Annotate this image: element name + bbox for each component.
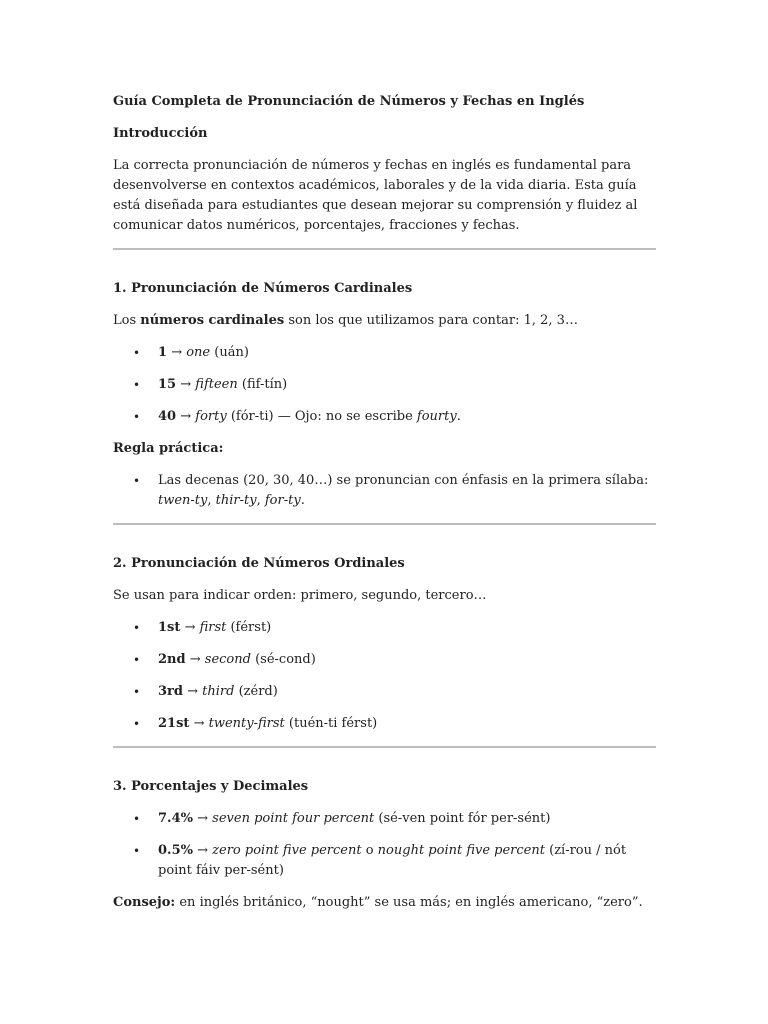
item-pronunciation: (zérd) xyxy=(234,684,278,699)
intro-paragraph: La correcta pronunciación de números y fechas en inglés es fundamental para desenvolverse en contextos académicos, laborales y de la vida diaria. Esta guía está diseñada para estudiantes que desean mejorar su comprensión y fluidez al comunicar datos numéricos, porcentajes, fracciones y fechas. xyxy=(113,158,638,233)
document-title: Guía Completa de Pronunciación de Números y Fechas en Inglés xyxy=(113,94,585,109)
bullet-icon: • xyxy=(133,346,141,360)
bullet-icon: • xyxy=(133,378,141,392)
item-pronunciation: (sé-cond) xyxy=(250,652,316,667)
item-pronunciation: (uán) xyxy=(210,345,249,360)
item-pronunciation: (sé-ven point fór per-sént) xyxy=(374,811,551,826)
tip-text: en inglés británico, “nought” se usa más; en inglés americano, “zero”. xyxy=(175,895,643,910)
item-number: 7.4% xyxy=(158,811,193,826)
item-word: fifteen xyxy=(195,377,238,392)
arrow-icon: → xyxy=(180,377,192,392)
rule-example: thir-ty xyxy=(215,493,257,508)
ordinals-list xyxy=(113,618,656,734)
bullet-icon: • xyxy=(133,717,141,731)
arrow-icon: → xyxy=(171,345,183,360)
bullet-icon: • xyxy=(133,844,141,858)
lead-bold-term: números cardinales xyxy=(140,313,285,328)
cardinals-list xyxy=(113,343,656,427)
item-number: 2nd xyxy=(158,652,186,667)
item-word: forty xyxy=(195,409,227,424)
item-word: first xyxy=(199,620,227,635)
item-number: 15 xyxy=(158,377,177,392)
bullet-icon: • xyxy=(133,653,141,667)
item-number: 0.5% xyxy=(158,843,193,858)
intro-heading: Introducción xyxy=(113,126,208,141)
rule-example: twen-ty xyxy=(158,493,208,508)
rule-heading: Regla práctica: xyxy=(113,441,224,456)
item-number: 3rd xyxy=(158,684,183,699)
item-word: second xyxy=(204,652,251,667)
separator: , xyxy=(207,493,216,508)
item-pronunciation: (tuén-ti férst) xyxy=(284,716,378,731)
tip-paragraph xyxy=(113,893,656,913)
arrow-icon: → xyxy=(197,811,209,826)
percentages-list xyxy=(113,809,656,881)
list-item xyxy=(113,682,656,702)
list-item xyxy=(113,407,656,427)
item-word: third xyxy=(202,684,235,699)
item-number: 1 xyxy=(158,345,168,360)
bullet-icon: • xyxy=(133,621,141,635)
rule-tail: . xyxy=(300,493,305,508)
lead-text: Los xyxy=(113,313,141,328)
horizontal-rule xyxy=(113,248,656,250)
bullet-icon: • xyxy=(133,685,141,699)
arrow-icon: → xyxy=(189,652,201,667)
arrow-icon: → xyxy=(184,620,196,635)
bullet-icon: • xyxy=(133,474,141,488)
item-word: one xyxy=(186,345,211,360)
lead-text: son los que utilizamos para contar: 1, 2, 3… xyxy=(284,313,578,328)
list-item xyxy=(113,650,656,670)
document-content xyxy=(113,92,656,913)
rule-text: Las decenas (20, 30, 40…) se pronuncian con énfasis en la primera sílaba: xyxy=(158,473,649,488)
item-pronunciation: (fif-tín) xyxy=(237,377,288,392)
item-word-alt: nought point five percent xyxy=(377,843,545,858)
list-item xyxy=(113,841,656,881)
item-misspelling: fourty xyxy=(416,409,457,424)
item-pronunciation: (fór-ti) — Ojo: no se escribe xyxy=(226,409,417,424)
section-ordinals-lead: Se usan para indicar orden: primero, segundo, tercero… xyxy=(113,588,487,603)
item-pronunciation: (zí-rou / nót point fáiv per-sént) xyxy=(158,843,627,878)
item-number: 1st xyxy=(158,620,181,635)
item-conjunction: o xyxy=(361,843,378,858)
list-item xyxy=(113,714,656,734)
rule-list xyxy=(113,471,656,511)
horizontal-rule xyxy=(113,746,656,748)
bullet-icon: • xyxy=(133,410,141,424)
section-percentages-title: 3. Porcentajes y Decimales xyxy=(113,779,309,794)
list-item xyxy=(113,809,656,829)
item-number: 40 xyxy=(158,409,177,424)
arrow-icon: → xyxy=(187,684,199,699)
list-item xyxy=(113,343,656,363)
item-tail: . xyxy=(456,409,461,424)
arrow-icon: → xyxy=(180,409,192,424)
section-cardinals-title: 1. Pronunciación de Números Cardinales xyxy=(113,281,413,296)
arrow-icon: → xyxy=(197,843,209,858)
list-item xyxy=(113,471,656,511)
item-pronunciation: (férst) xyxy=(226,620,272,635)
item-word: seven point four percent xyxy=(212,811,375,826)
list-item xyxy=(113,618,656,638)
item-word: twenty-first xyxy=(208,716,285,731)
section-ordinals-title: 2. Pronunciación de Números Ordinales xyxy=(113,556,405,571)
section-cardinals-lead xyxy=(113,311,656,331)
separator: , xyxy=(256,493,265,508)
tip-label: Consejo: xyxy=(113,895,176,910)
bullet-icon: • xyxy=(133,812,141,826)
horizontal-rule xyxy=(113,523,656,525)
list-item xyxy=(113,375,656,395)
item-word: zero point five percent xyxy=(212,843,362,858)
rule-example: for-ty xyxy=(264,493,301,508)
arrow-icon: → xyxy=(193,716,205,731)
item-number: 21st xyxy=(158,716,190,731)
